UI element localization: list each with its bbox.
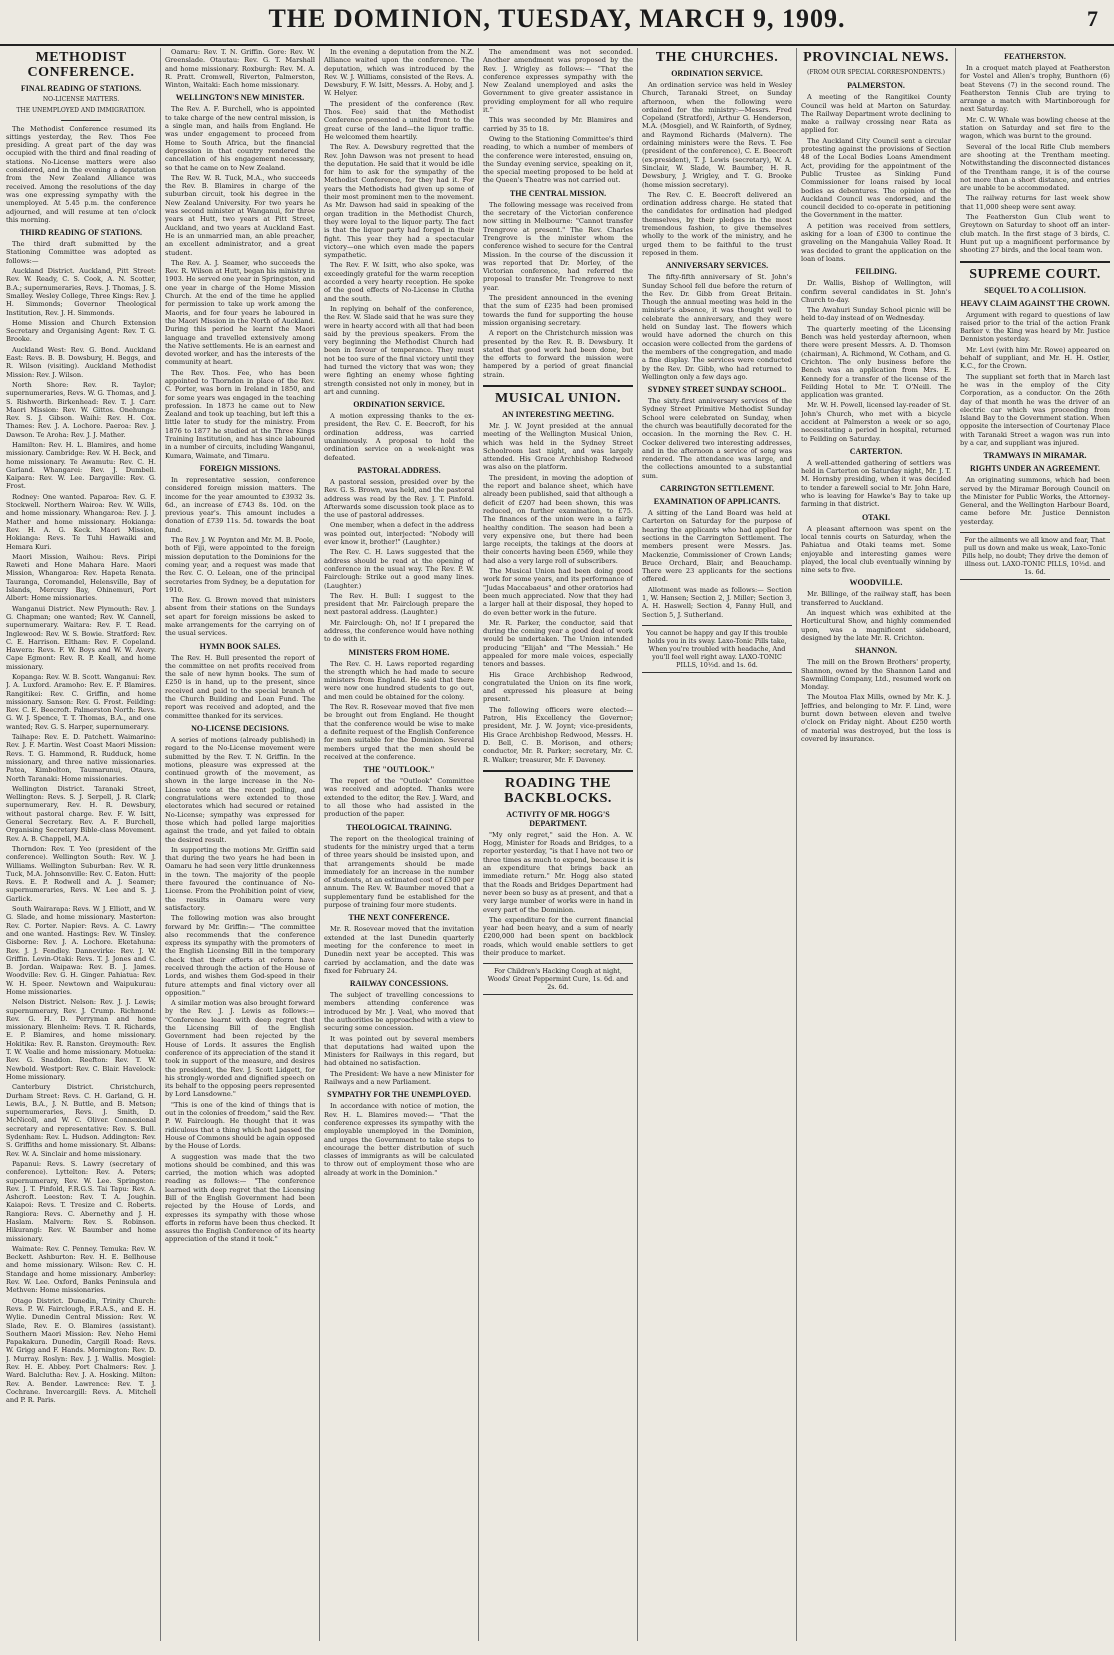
section-heading: PASTORAL ADDRESS.: [357, 465, 441, 475]
article-paragraph: In representative session, conference considered foreign mission matters. The income for the year amounted to £3932 3s. 6d., an increase of £743 8s. 10d. on the previous year's. This amount includes a donation of £739 11s. 5d. towards the boat fund.: [165, 475, 315, 534]
section-heading: EXAMINATION OF APPLICANTS.: [653, 497, 781, 507]
article-paragraph: Hamilton: Rev. H. L. Blamires, and home missionary. Cambridge: Rev. W. H. Beck, and home missionary. Te Awamutu: Rev. C. H. Garland. Whangarei: Rev. J. Dumbell. Kaipara: Rev. W. Lee. Dargaville: Rev. G. Frost.: [6, 440, 156, 491]
article-paragraph: The President: We have a new Minister for Railways and a new Parliament.: [324, 1069, 474, 1087]
article-paragraph: Owing to the Stationing Committee's third reading, to which a number of members of the conference were interested, ensuing on, the Sunday evening service, speaking on it, the special meeting proposed to be held at the Queen's Theatre was not carried out.: [483, 134, 633, 185]
article-paragraph: Auckland West: Rev. G. Bond. Auckland East: Revs. B. B. Dowsbury, H. Beggs, and R. Wilson (visiting). Auckland Methodist Mission: Rev. J. Wilson.: [6, 345, 156, 379]
churches-heading: THE CHURCHES.: [655, 50, 779, 65]
article-paragraph: The report on the theological training of students for the ministry urged that a term of three years should be insisted upon, and that arrangements should be made immediately for an increase in the number of students, at an estimated cost of £300 per annum. The Rev. W. Baumber moved that a supplementary fund be established for the purpose of training four more students.: [324, 834, 474, 910]
section-heading: THE NEXT CONFERENCE.: [348, 913, 450, 923]
section-separator: [483, 385, 633, 387]
article-paragraph: A pleasant afternoon was spent on the local tennis courts on Saturday, when the Pahiatua and Otaki teams met. Some enjoyable and interesting games were played, the local club eventually winning by nine sets to five.: [801, 524, 951, 575]
article-paragraph: "This is one of the kind of things that is out in the colonies of freedom," said the Rev. P. W. Fairclough. He thought that it was ridiculous that a thing which had passed the House of Commons should be again opposed by the House of Lords.: [165, 1100, 315, 1151]
divider: [61, 120, 101, 121]
section-separator: [483, 770, 633, 772]
article-paragraph: A meeting of the Rangitikei County Council was held at Marton on Saturday. The Railway Department wrote declining to make a railway crossing near Rata as applied for.: [801, 93, 951, 135]
section-heading: SEQUEL TO A COLLISION.: [984, 285, 1086, 295]
section-heading: FOREIGN MISSIONS.: [199, 463, 281, 473]
article-paragraph: The Moutoa Flax Mills, owned by Mr. K. J. Jeffries, and belonging to Mr. F. Lind, were burnt down between eleven and twelve o'clock on Friday night. About £250 worth of material was destroyed, but the loss is covered by insurance.: [801, 693, 951, 743]
article-paragraph: The expenditure for the current financial year had been heavy, and a sum of nearly £200,000 had been spent on backblock roads, which would enable settlers to get their produce to market.: [483, 915, 633, 958]
final-reading-subheading: FINAL READING OF STATIONS.: [20, 84, 142, 93]
section-heading: ORDINATION SERVICE.: [671, 69, 763, 78]
no-license-kicker: NO-LICENSE MATTERS.: [42, 96, 120, 103]
article-paragraph: Mr. Levi (with him Mr. Rowe) appeared on behalf of suppliant, and Mr. H. H. Ostler, K.C., for the Crown.: [960, 345, 1110, 371]
column-rule: [160, 48, 161, 1641]
column-3: [324, 48, 474, 1641]
article-paragraph: The Rev. W. R. Tuck, M.A., who succeeds the Rev. B. Blamires in charge of the suburban circuit, took his degree in the New Zealand University. For two years he was second minister at Wanganui, for three years at Hutt, two years at Pitt Street, Auckland, and two years at Auckland East. He is an unmarried man, an able preacher, an excellent administrator, and a great student.: [165, 173, 315, 257]
article-paragraph: In replying on behalf of the conference, the Rev. W. Slade said that he was sure they were in hearty accord with all that had been said by the previous speakers. From the very beginning the Methodist Church had been in favour of temperance. They must not be too sure of the final victory until they had turned the victory that was won; they were fighting an enemy whose fighting strength consisted not only in money, but in art and cunning.: [324, 304, 474, 396]
column-rule: [637, 48, 638, 1641]
article-paragraph: A series of motions (already published) in regard to the No-License movement were submitted by the Rev. T. N. Griffin. In the motions, pleasure was expressed at the continued growth of the movement, as shown in the large increase in the No-License vote at the recent polling, and congratulations were extended to those electorates which had secured or retained No-License; sympathy was expressed for those which had polled large majorities against the trade, and yet failed to obtain the desired result.: [165, 735, 315, 844]
article-paragraph: A petition was received from settlers, asking for a loan of £300 to continue the graveling on the Mangahuia Valley Road. It was decided to grant the application on the loan of loans.: [801, 221, 951, 263]
article-paragraph: The Rev. C. H. Laws reported regarding the strength which he had made to secure ministers from England. He said that there were now one hundred students to go out, and men could be obtained for the colony.: [324, 659, 474, 701]
advertisement: You cannot be happy and gay If this trouble holds you in its sway. Laxo-Tonic Pills take, When you're troubled with headache, And you'll feel well right away. LAXO-TONIC PILLS, 10½d. and 1s. 6d.: [642, 625, 792, 673]
article-paragraph: Mr. Fairclough: Oh, no! If I prepared the address, the conference would have nothing to do with it.: [324, 618, 474, 644]
column-6-body: [801, 81, 951, 743]
article-paragraph: The Rev. H. Bull presented the report of the committee on net profits received from the sale of new hymn books. The sum of £250 is in hand, up to the present, since received and paid to the special branch of the Church Building and Loan Fund. The report was received and adopted, and the committee thanked for its services.: [165, 653, 315, 720]
article-paragraph: The report of the "Outlook" Committee was received and adopted. Thanks were extended to the editor, the Rev. J. Ward, and to all those who had assisted in the production of the paper.: [324, 777, 474, 819]
article-paragraph: The Rev. A. J. Seamer, who succeeds the Rev. R. Wilson at Hutt, began his ministry in 1903. He served one year in Springston, and one year in charge of the Home Mission Church. At the end of the time he applied for permission to take up work among the Maoris, and for four years he laboured in the Maori Mission in the North of Auckland. During this period he learnt the Maori language and travelled extensively among the Native settlements. He is an earnest and devoted worker, and has the interests of the community at heart.: [165, 258, 315, 367]
column-6: [801, 48, 951, 1641]
article-paragraph: The amendment was not seconded. Another amendment was proposed by the Rev. J. Wrigley as follows:— "That the conference expresses sympathy with the New Zealand unemployed and asks the Government to give greater assistance in providing employment for all who require it.": [483, 48, 633, 115]
article-paragraph: "My only regret," said the Hon. A. W. Hogg, Minister for Roads and Bridges, to a reporter yesterday, "is that I have not two or three times as much to expend, because it is an expenditure that brings back an immediate return." Mr. Hogg also stated that the Roads and Bridges Department had never been so busy as at present, and that a very large number of works were in hand in every part of the Dominion.: [483, 830, 633, 914]
article-paragraph: Wanganui District. New Plymouth: Rev. J. G. Chapman; one wanted; Rev. W. Cannell, supernumerary. Waitara: Rev. F. T. Read. Inglewood: Rev. W. S. Bowie. Stratford: Rev. C. E. Harrison. Eltham: Rev. F. Copeland. Hawera: Revs. F. W. Boys and W. W. Avery. Cape Egmont: Rev. R. P. Keall, and home missionary.: [6, 604, 156, 671]
article-paragraph: The Rev. A. F. Burchell, who is appointed to take charge of the new central mission, is a single man, and hails from England. He was under engagement to proceed from Home to South Africa, but the financial depression in that country rendered the cancellation of his engagement necessary, so that he came on to New Zealand.: [165, 105, 315, 172]
section-heading: TRAMWAYS IN MIRAMAR.: [983, 451, 1087, 461]
article-paragraph: The Rev. A. Dewsbury regretted that the Rev. John Dawson was not present to head the deputation. He said that it would be idle for him to ask for the sympathy of the Methodist Conference, for they had it. For years the Methodists had given up some of their most prominent men to the movement. As Mr. Dawson had said in speaking of the organ tradition in the Methodist Church, they were loyal to the liquor party. The fact is that the liquor party had forged in their fight. This year they had a spectacular victory—one which even made the papers sympathetic.: [324, 143, 474, 260]
article-paragraph: Wellington District. Taranaki Street, Wellington: Revs. S. J. Serpell, J. R. Clark; supernumerary, Rev. H. R. Dewsbury, without pastoral charge. Rev. F. W. Isitt, General Secretary. Rev. A. F. Burchell, Organising Secretary Bible-class Movement. Rev. A. B. Chappell, M.A.: [6, 784, 156, 843]
section-heading: RAILWAY CONCESSIONS.: [349, 979, 449, 989]
article-paragraph: Papanui: Revs. S. Lawry (secretary of conference). Lyttelton: Rev. A. Peters; supernumerary, Rev. W. Lee. Springston: Rev. J. T. Pinfold, F.R.G.S. Tai Tapu: Rev. A. Ashcroft. Leeston: Rev. T. A. Joughin. Kaiapoi: Revs. T. Tresize and C. Roberts. Rangiora: Revs. C. Abernethy and J. H. Haslam. Malvern: Rev. S. Robinson. Hikurangi: Rev. W. Baumber and home missionary.: [6, 1159, 156, 1243]
column-7: [960, 48, 1110, 1641]
section-heading: HEAVY CLAIM AGAINST THE CROWN.: [960, 298, 1110, 308]
article-paragraph: Mr. Billinge, of the railway staff, has been transferred to Auckland.: [801, 590, 951, 607]
section-heading: SHANNON.: [854, 646, 897, 656]
page-number: 7: [1087, 6, 1098, 31]
section-heading: ORDINATION SERVICE.: [353, 400, 445, 410]
article-paragraph: The Rev. H. Bull: I suggest to the president that Mr. Fairclough prepare the next pastoral address. (Laughter.): [324, 591, 474, 617]
article-paragraph: It was pointed out by several members that deputations had waited upon the Ministers for Railways in this regard, but had obtained no satisfaction.: [324, 1034, 474, 1068]
article-paragraph: Rodney: One wanted. Paparoa: Rev. G. F. Stockwell. Northern Wairoa: Rev. W. Wills, and home missionary. Whangaroa: Rev. J. J. Mather and home missionary. Hokianga: Rev. H. A. G. Keck. Maori Mission, Hokianga: Revs. Te Tuhi Hawaiki and Hemara Kuri.: [6, 492, 156, 551]
article-paragraph: The subject of travelling concessions to members attending conference was introduced by Mr. J. Veal, who moved that the authorities be approached with a view to securing some concession.: [324, 991, 474, 1033]
article-paragraph: Home Mission and Church Extension Secretary and Organising Agent: Rev. T. G. Brooke.: [6, 318, 156, 344]
article-paragraph: Nelson District. Nelson: Rev. J. J. Lewis; supernumerary, Rev. J. Crump. Richmond: Rev. G. H. D. Perryman and home missionary. Blenheim: Revs. T. R. Richards, E. P. Blamires, and home missionary. Hokitika: Rev. R. Ranston. Greymouth: Rev. T. W. Vealie and home missionary. Motueka: Rev. G. Snaddon. Reefton: Rev. T. W. Newbold. Westport: Rev. C. Blair. Havelock: Home missionary.: [6, 998, 156, 1081]
column-4: [483, 48, 633, 1641]
article-paragraph: The suppliant set forth that in March last he was in the employ of the City Corporation, as a conductor. On the 26th day of that month he was the driver of an electric car which was proceeding from Island Bay to the Government station. When opposite the intersection of Courtenay Place with Taranaki Street a wagon was run into by a car, and suppliant was injured.: [960, 372, 1110, 447]
article-paragraph: South Wairarapa: Revs. W. J. Elliott, and W. G. Slade, and home missionary. Masterton: Rev. C. Porter. Napier: Revs. A. C. Lawry and one wanted. Hastings: Rev. W. Tinsley. Gisborne: Rev. J. A. Lochore. Eketahuna: Rev. J. J. Fendley. Dannevirke: Rev. J. W. Griffin. Levin-Otaki: Revs. T. J. Jones and C. B. Jordan. Waipawa: Rev. B. J. James. Woodville: Rev. G. H. Ginger. Pahiatua: Rev. W. H. Speer. Newtown and Waipukurau: Home missionaries.: [6, 905, 156, 996]
section-heading: MUSICAL UNION.: [494, 390, 621, 406]
section-heading: THIRD READING OF STATIONS.: [19, 228, 143, 238]
article-paragraph: The Methodist Conference resumed its sittings yesterday, the Rev. Thos Fee presiding. A great part of the day was occupied with the third and final reading of stations. No-License matters were also considered, and in the evening a deputation from the New Zealand Alliance was received. Among the resolutions of the day was one expressing sympathy with the unemployed. At 5.45 p.m. the conference adjourned, and will resume at ten o'clock this morning.: [6, 124, 156, 224]
article-paragraph: Mr. C. W. Whale was bowling cheese at the station on Saturday and set fire to the wagon, which was burnt to the ground.: [960, 115, 1110, 141]
article-paragraph: A well-attended gathering of settlers was held in Carterton on Saturday night, Mr. J. T. M. Hornsby presiding, when it was decided to tender a farewell social to Mr. John Hare, who is leaving for Hawke's Bay to take up farming in that district.: [801, 458, 951, 509]
article-paragraph: The Rev. R. Rosevear moved that five men be brought out from England. He thought that the conference would be wise to make a definite request of the English Conference for men suitable for the Dominion. Several members urged that the men should be received at the conference.: [324, 703, 474, 761]
article-paragraph: Allotment was made as follows:— Section 1, W. Hansen; Section 2, J. Miller; Section 3, A. H. Haswell; Section 4, Fanny Hull, and Section 5, J. Sutherland.: [642, 585, 792, 619]
column-2: [165, 48, 315, 1641]
section-heading: THE CENTRAL MISSION.: [509, 188, 607, 198]
column-2-body: [165, 48, 315, 1244]
article-paragraph: The fifty-fifth anniversary of St. John's Sunday School fell due before the return of the Rev. Dr. Gibb from Great Britain. Though the annual meeting was held in the minister's absence, it was thought well to celebrate the anniversary, and they were held on Sunday last. The flowers which would have adorned the church on this occasion were collected from the gardens of the members of the congregation, and made a fine display. The services were conducted by the Rev. Dr. Gibb, who had returned to Wellington only a few days ago.: [642, 273, 792, 381]
section-heading: AN INTERESTING MEETING.: [502, 409, 614, 419]
section-heading: ROADING THE BACKBLOCKS.: [504, 775, 612, 806]
article-paragraph: An originating summons, which had been served by the Miramar Borough Council on the Minister for Public Works, the Attorney-General, and the Wellington Harbour Board, came before Mr. Justice Denniston yesterday.: [960, 476, 1110, 526]
column-5: [642, 48, 792, 1641]
article-paragraph: One member, when a defect in the address was pointed out, interjected: "Nobody will ever know it, brother!" (Laughter.): [324, 521, 474, 547]
section-heading: MINISTERS FROM HOME.: [348, 647, 450, 657]
article-paragraph: Auckland District. Auckland, Pitt Street: Rev. W. Ready, C. S. Cook, A. N. Scotter, B.A.; supernumeraries, Revs. J. Thomas, J. S. Smalley. Wesley College, Three Kings: Rev. J. H. Simmonds; Governor Theological Institution, Rev. J. H. Simmonds.: [6, 267, 156, 317]
article-paragraph: The quarterly meeting of the Licensing Bench was held yesterday afternoon, when there were present Messrs. A. D. Thomson (chairman), A. Richmond, W. Cotham, and G. Crichton. The only business before the Bench was an application from Mrs. E. Kennedy for a transfer of the license of the Feilding Hotel to Mr. T. O'Neill. The application was granted.: [801, 324, 951, 400]
section-heading: THE "OUTLOOK.": [363, 765, 435, 775]
article-paragraph: In the evening a deputation from the N.Z. Alliance waited upon the conference. The deputation, which was introduced by the Rev. W. J. Williams, consisted of the Revs. A. Dewsbury, F. W. Isitt, Messrs. A. Hoby, and J. W. Helyer.: [324, 48, 474, 98]
section-heading: OTAKI.: [861, 512, 891, 522]
section-heading: THEOLOGICAL TRAINING.: [346, 822, 452, 832]
column-5-body: [642, 69, 792, 673]
article-paragraph: An ordination service was held in Wesley Church, Taranaki Street, on Sunday afternoon, when the following were ordained for the ministry:—Messrs. Fred Copeland (Stratford), Arthur G. Henderson, M.A. (Mosgiel), and W. Rainforth, of Sydney, and Raymond Richards (Malvern). The ordaining ministers were the Revs. T. Fee (president of the conference), C. E. Beecroft (ex-president), T. J. Lewis (secretary), W. A. Sinclair, W. Slade, W. Baumber, H. R. Dewsbury, J. Wrigley, and T. G. Brooke (home mission secretary).: [642, 81, 792, 189]
article-paragraph: The Rev. C. H. Laws suggested that the address should be read at the opening of conference in the usual way. The Rev. P. W. Fairclough: Strike out a good many lines. (Laughter.): [324, 548, 474, 590]
section-heading: SUPREME COURT.: [969, 266, 1101, 282]
section-heading: CARRINGTON SETTLEMENT.: [660, 484, 774, 494]
article-paragraph: Thorndon: Rev. T. Yeo (president of the conference). Wellington South: Rev. W. J. Williams. Wellington Suburban: Rev. W. R. Tuck, M.A. Johnsonville: Rev. C. Eaton. Hutt: Revs. E. P. Rodwell and A. J. Seamer; supernumeraries, Revs. W. Lee and S. J. Garlick.: [6, 844, 156, 903]
article-paragraph: The following officers were elected:— Patron, His Excellency the Governor; president, Mr. J. W. Joynt; vice-presidents, His Grace Archbishop Redwood, Messrs. H. D. Bell, C. B. Morison, and others; conductor, Mr. R. Parker; secretary, Mr. C. R. Walker; treasurer, Mr. F. Daveney.: [483, 705, 633, 764]
advertisement: For Children's Hacking Cough at night, Woods' Great Peppermint Cure, 1s. 6d. and 2s. 6d.: [483, 963, 633, 995]
article-paragraph: His Grace Archbishop Redwood, congratulated the Union on its fine work, and expressed his pleasure at being present.: [483, 670, 633, 704]
article-paragraph: A sitting of the Land Board was held at Carterton on Saturday for the purpose of hearing the applicants who had applied for sections in the Carrington Settlement. The members present were Messrs. Jas. Mackenzie, Commissioner of Crown Lands; Bruce Orchard, Blair, and Beauchamp. There were 23 applicants for the sections offered.: [642, 509, 792, 584]
provincial-news-heading: PROVINCIAL NEWS.: [803, 50, 949, 65]
article-paragraph: The mill on the Brown Brothers' property, Shannon, owned by the Shannon Land and Sawmilling Company, Ltd., resumed work on Monday.: [801, 658, 951, 692]
article-paragraph: The sixty-first anniversary services of the Sydney Street Primitive Methodist Sunday School were celebrated on Sunday, when the church was beautifully decorated for the occasion. In the morning the Rev. C. H. Cocker delivered two interesting addresses, and in the afternoon a service of song was rendered. The attendance was large, and the collections amounted to a substantial sum.: [642, 397, 792, 480]
section-heading: HYMN BOOK SALES.: [199, 641, 281, 651]
article-paragraph: The Awahuri Sunday School picnic will be held to-day instead of on Wednesday.: [801, 306, 951, 323]
article-paragraph: The following motion was also brought forward by Mr. Griffin:— "The committee also recommends that the conference express its sympathy with the promoters of the English Licensing Bill in the temporary check that their efforts at reform have received through the action of the House of Lords, and wishes them God-speed in their future attempts and final victory over all opposition.": [165, 914, 315, 997]
article-paragraph: Dr. Wallis, Bishop of Wellington, will confirm several candidates in St. John's Church to-day.: [801, 279, 951, 304]
section-heading: FEILDING.: [855, 267, 897, 277]
article-paragraph: Mr. W. H. Powell, licensed lay-reader of St. John's Church, who met with a bicycle accident at Palmerston a week or so ago, necessitating a period in hospital, returned to Feilding on Saturday.: [801, 401, 951, 443]
section-heading: PALMERSTON.: [847, 81, 905, 91]
article-paragraph: Oamaru: Rev. T. N. Griffin. Gore: Rev. W. Greenslade. Otautau: Rev. G. T. Marshall and home missionary. Roxburgh: Rev. M. A. R. Pratt. Cromwell, Riverton, Palmerston, Winton, Waitaki: Each home missionary.: [165, 48, 315, 90]
article-paragraph: Taihape: Rev. E. D. Patchett. Waimarino: Rev. J. F. Martin. West Coast Maori Mission: Revs. T. G. Hammond, R. Rudduck, home missionary, and three native missionaries. Patea, Kimbolton, Taumarunui, Otaura, North Taranaki: Home missionaries.: [6, 733, 156, 783]
article-paragraph: A motion expressing thanks to the ex-president, the Rev. C. E. Beecroft, for his ordination address, was carried unanimously. A proposal to hold the ordination service on a week-night was defeated.: [324, 412, 474, 462]
advertisement: For the ailments we all know and fear, That pull us down and make us weak, Laxo-Tonic Pills help, no doubt; They drive the demon of illness out. LAXO-TONIC PILLS, 10½d. and 1s. 6d.: [960, 532, 1110, 580]
article-paragraph: This was seconded by Mr. Blamires and carried by 35 to 18.: [483, 116, 633, 133]
article-paragraph: The Auckland City Council sent a circular protesting against the provisions of Section 48 of the Local Bodies Loans Amendment Act, providing for the appointment of the Public Trustee as Sinking Fund Commissioner for loans raised by local bodies as debentures. The opinion of the Auckland Council was endorsed, and the council decided to co-operate in petitioning the Government in the matter.: [801, 136, 951, 220]
article-paragraph: Maori Mission, Waihou: Revs. Piripi Raweti and Hone Mahara Hare. Maori Mission, Whangaroa: Rev. Hapeta Renata. Tauranga, Coromandel, Helensville, Bay of Islands, Mercury Bay, Ohinemuri, Port Albert: Home missionaries.: [6, 552, 156, 603]
column-rule: [796, 48, 797, 1641]
article-paragraph: Waimate: Rev. C. Penney. Temuka: Rev. W. Beckett. Ashburton: Rev. H. E. Bellhouse and home missionary. Wilson: Rev. C. H. Standage and home missionary. Amberley: Rev. W. Lee. Oxford, Banks Peninsula and Methven: Home missionaries.: [6, 1244, 156, 1295]
article-paragraph: Argument with regard to questions of law raised prior to the trial of the action Frank Barker v. the King was heard by Mr. Justice Denniston yesterday.: [960, 310, 1110, 344]
column-7-body: [960, 64, 1110, 580]
article-paragraph: The Rev. F. W. Isitt, who also spoke, was exceedingly grateful for the warm reception accorded a very hearty reception. He spoke of the good effects of No-License in Clutha and the south.: [324, 261, 474, 303]
article-paragraph: The president, in moving the adoption of the report and balance sheet, which have already been published, said that although a deficit of £207 had been shown, this was reduced, on further examination, to £75. The finances of the union were in a fairly healthy condition. The season had been a very expensive one, but there had been large receipts, the takings at the doors at their concerts having been £569, while they had also a very large roll of subscribers.: [483, 473, 633, 565]
article-paragraph: In a croquet match played at Featherston for Vostel and Allen's trophy, Bunthorn (6) beat Stevens (7) in the second round. The Featherston Tennis Club are trying to arrange a match with Martinborough for next Saturday.: [960, 64, 1110, 114]
column-rule: [955, 48, 956, 1641]
article-paragraph: Mr. J. W. Joynt presided at the annual meeting of the Wellington Musical Union, which was held in the Sydney Street Schoolroom last night, and was largely attended. His Grace Archbishop Redwood was also on the platform.: [483, 421, 633, 472]
column-3-body: [324, 48, 474, 1177]
article-paragraph: The railway returns for last week show that 11,000 sheep were sent away.: [960, 194, 1110, 211]
section-heading: NO-LICENSE DECISIONS.: [191, 723, 289, 733]
featherston-heading: FEATHERSTON.: [1004, 52, 1066, 61]
article-paragraph: Mr. R. Parker, the conductor, said that during the coming year a good deal of work would be undertaken. The Union intended producing "Elijah" and "The Messiah." He appealed for more male voices, especially tenors and basses.: [483, 618, 633, 669]
article-paragraph: The Rev. G. Brown moved that ministers absent from their stations on the Sundays set apart for foreign missions be asked to make arrangements for the carrying on of the usual services.: [165, 596, 315, 638]
article-paragraph: A suggestion was made that the two motions should be combined, and this was carried, the motion which was adopted reading as follows:— "The conference learned with deep regret that the Licensing Bill of the English Government had been rejected by the House of Lords, and expresses its sympathy with those whose efforts in reform have been thus checked. It assures the English Conference of its hearty appreciation of the stand it took.": [165, 1152, 315, 1244]
column-4-body: [483, 48, 633, 995]
section-heading: ACTIVITY OF MR. HOGG'S DEPARTMENT.: [506, 809, 610, 828]
article-paragraph: Several of the local Rifle Club members are shooting at the Trentham meeting. Notwithstanding the disconnected distances of the Trentham range, it is of the course not more than a short distance, and entries are unable to be accommodated.: [960, 142, 1110, 193]
newspaper-title: THE DOMINION, TUESDAY, MARCH 9, 1909.: [268, 4, 846, 33]
column-rule: [478, 48, 479, 1641]
article-paragraph: The Rev. C. E. Beecroft delivered an ordination address charge. He stated that the candidates for ordination had pledged themselves, by their pledges in the most tremendous fashion, to give themselves wholly to the work of the ministry, and he urged them to be faithful to the trust reposed in them.: [642, 190, 792, 257]
article-paragraph: Kopanga: Rev. W. B. Scott. Wanganui: Rev. J. A. Luxford. Aramoho: Rev. E. P. Blamires. Rangitikei: Rev. C. Griffin, and home missionary. Sanson: Rev. G. Frost. Feilding: Rev. C. E. Beecroft. Palmerston North: Revs. G. W. J. Spence, T. T. Thomas, B.A., and one wanted; Rev. G. S. Harper, supernumerary.: [6, 673, 156, 731]
column-rule: [319, 48, 320, 1641]
article-paragraph: The following message was received from the secretary of the Victorian conference now sitting in Melbourne: "Cannot transfer Trengrove at present." The Rev. Charles Trengrove is the minister whom the conference wished to secure for the Central Mission. In the course of the discussion it was reported that Dr. Morley, of the Victorian conference, had referred the proposal to transfer Mr. Trengrove to next year.: [483, 200, 633, 292]
methodist-conference-heading: METHODIST CONFERENCE.: [27, 50, 135, 80]
article-paragraph: The president of the conference (Rev. Thos. Fee) said that the Methodist Conference presented a united front to the great curse of the land—the liquor traffic. He welcomed them heartily.: [324, 99, 474, 141]
section-heading: ANNIVERSARY SERVICES.: [665, 261, 769, 271]
article-paragraph: A report on the Christchurch mission was presented by the Rev. R. B. Dewsbury. It stated that good work had been done, but the efforts to forward the mission were hampered by a period of great financial strain.: [483, 329, 633, 379]
article-paragraph: Canterbury District. Christchurch, Durham Street: Revs. C. H. Garland, G. H. Lewis, B.A., J. N. Buttle, and B. Metson; supernumeraries, Revs. J. Smith, D. McNicoll, and W. C. Oliver. Connexional secretary and representative: Rev. S. Bull. Sydenham: Rev. L. Hudson. Addington: Rev. S. Griffiths and home missionary. St. Albans: Rev. W. A. Sinclair and home missionary.: [6, 1083, 156, 1158]
article-paragraph: A similar motion was also brought forward by the Rev. J. J. Lewis as follows:— "Conference learnt with deep regret that the Licensing Bill of the English Government had been rejected by the House of Lords. It assures the English conference of its appreciation of the stand it took in support of the measure, and desires the president, the Rev. J. Scott Lidgett, for his strongly-worded and dignified speech on its behalf to the opposing peers represented by Lord Lansdowne.": [165, 999, 315, 1099]
article-paragraph: In supporting the motions Mr. Griffin said that during the two years he had been in Oamaru he had seen very little drunkenness in the town. The majority of the people there favoured the continuance of No-License. From the Prohibition point of view, the results in Oamaru were very satisfactory.: [165, 845, 315, 912]
section-heading: RIGHTS UNDER AN AGREEMENT.: [969, 464, 1101, 474]
article-paragraph: Otago District. Dunedin, Trinity Church: Revs. P. W. Fairclough, F.R.A.S., and E. H. Wylie. Dunedin Central Mission: Rev. W. Slade, Rev. E. O. Blamires (assistant). Southern Maori Mission: Rev. Neho Hemi Papakakura. Dunedin, Cargill Road: Revs. W. Grigg and F. Hands. Mornington: Rev. D. J. Murray. Roslyn: Rev. J. J. Wallis. Mosgiel: Rev. H. E. Abbey. Port Chalmers: Rev. J. Ward. Balclutha: Rev. J. A. Hosking. Milton: Rev. A. Bender. Lawrence: Rev. T. J. Cochrane. Invercargill: Revs. A. Mitchell and P. R. Paris.: [6, 1296, 156, 1405]
section-heading: SYDNEY STREET SUNDAY SCHOOL.: [647, 385, 787, 395]
special-correspondents-kicker: (FROM OUR SPECIAL CORRESPONDENTS.): [807, 69, 945, 76]
article-paragraph: In accordance with notice of motion, the Rev. H. L. Blamires moved:— "That the conference expresses its sympathy with the employable unemployed in the Dominion, and urges the Government to take steps to encourage the better distribution of such classes of immigrants as will be calculated to throw out of employment those who are already at work in the Dominion.": [324, 1102, 474, 1177]
column-1-body: [6, 125, 156, 1405]
article-paragraph: The Rev. Thos. Fee, who has been appointed to Thorndon in place of the Rev. C. Porter, was born in Ireland in 1850, and for some years was engaged in the teaching profession. In 1873 he came out to New Zealand and took up teaching, but left this a little later to study for the ministry. From 1876 to 1877 he studied at the Three Kings Training Institution, and has since laboured in a number of circuits, including Wanganui, Kumara, Waimate, and Timaru.: [165, 368, 315, 460]
section-heading: CARTERTON.: [849, 446, 903, 456]
article-paragraph: The Featherston Gun Club went to Greytown on Saturday to shoot off an inter-club match. In the first stage of 3 birds, C. Hunt put up a magnificent performance by shooting 27 birds, and the local team won.: [960, 213, 1110, 255]
section-heading: SYMPATHY FOR THE UNEMPLOYED.: [327, 1090, 471, 1100]
article-paragraph: North Shore: Rev. R. Taylor; supernumeraries, Revs. W. G. Thomas, and J. S. Rishworth. Birkenhead: Rev. T. J. Carr. Maori Mission: Rev. W. Gittos. Onehunga: Rev. S. J. Gibson. Waihi: Rev. H. Cox. Thames: Rev. J. A. Lochore. Paeroa: Rev. J. Dawson. Te Aroha: Rev. J. J. Mather.: [6, 380, 156, 439]
section-separator: [960, 261, 1110, 263]
unemployed-kicker: THE UNEMPLOYED AND IMMIGRATION.: [16, 107, 146, 115]
section-heading: WOODVILLE.: [849, 578, 903, 588]
article-paragraph: The president announced in the evening that the sum of £235 had been promised towards the fund for supporting the house mission organising secretary.: [483, 294, 633, 327]
masthead: [0, 0, 1114, 46]
article-paragraph: Mr. R. Rosevear moved that the invitation extended at the last Dunedin quarterly meeting for the conference to meet in Dunedin next year be accepted. This was carried by acclamation, and the date was fixed for February 24.: [324, 925, 474, 975]
section-heading: WELLINGTON'S NEW MINISTER.: [175, 93, 305, 103]
article-paragraph: A pastoral session, presided over by the Rev. G. S. Brown, was held, and the pastoral address was read by the Rev. J. T. Pinfold. Afterwards some discussion took place as to the use of pastoral addresses.: [324, 477, 474, 520]
article-paragraph: The third draft submitted by the Stationing Committee was adopted as follows:—: [6, 240, 156, 265]
column-1: [6, 48, 156, 1641]
article-paragraph: The Rev. J. W. Poynton and Mr. M. B. Poole, both of Fiji, were appointed to the foreign mission deputation to the Dominions for the coming year, and a request was made that the Rev. C. O. Lelean, one of the principal secretaries from Sydney, be a deputation for 1910.: [165, 536, 315, 594]
article-paragraph: The Musical Union had been doing good work for some years, and its performance of "Judas Maccabaeus" and other oratorios had been much appreciated. Now that they had a larger hall at their disposal, they hoped to do even better work in the future.: [483, 567, 633, 617]
article-paragraph: An inquest which was exhibited at the Horticultural Show, and highly commended upon, was a magnificent sideboard, designed by the late Mr. R. Crichton.: [801, 609, 951, 642]
